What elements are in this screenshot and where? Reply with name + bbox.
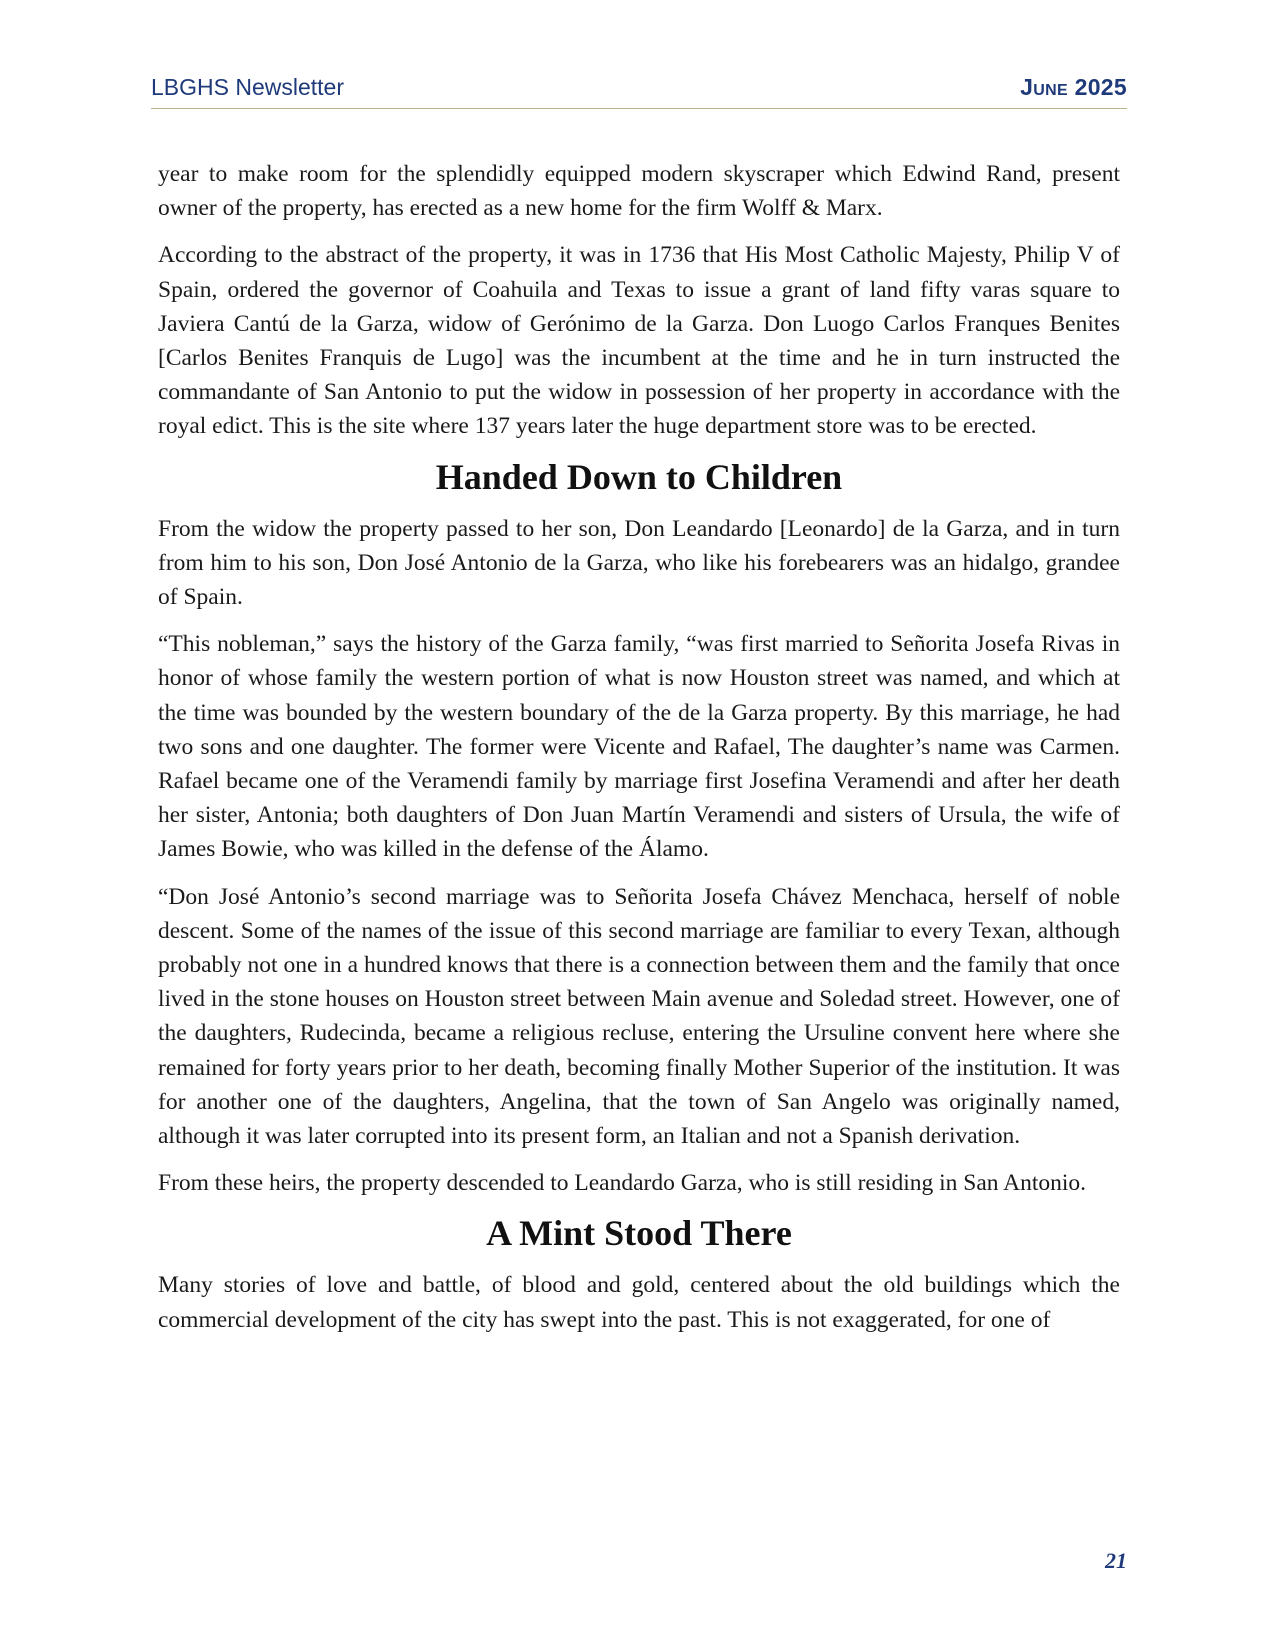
- paragraph: year to make room for the splendidly equipped modern skyscraper which Edwind Rand, present owner of the property, has erected as a new home for the firm Wolff & Marx.: [158, 161, 1120, 222]
- paragraph: “Don José Antonio’s second marriage was to Señorita Josefa Chávez Menchaca, herself of noble descent. Some of the names of the issue of this second marriage are familiar to every Texan, although probably not one in a hundred knows that there is a connection between them and the family that once lived in the stone houses on Houston street between Main avenue and Soledad street. However, one of the daughters, Rudecinda, became a religious recluse, entering the Ursuline convent here where she remained for forty years prior to her death, becoming finally Mother Superior of the institution. It was for another one of the daughters, Angelina, that the town of San Angelo was originally named, although it was later corrupted into its present form, an Italian and not a Spanish derivation.: [158, 883, 1120, 1150]
- newsletter-title: LBGHS Newsletter: [151, 74, 345, 100]
- newsletter-header: [151, 72, 1127, 109]
- paragraph: From these heirs, the property descended to Leandardo Garza, who is still residing in San Antonio.: [158, 1170, 1087, 1197]
- paragraph: “This nobleman,” says the history of the Garza family, “was first married to Señorita Josefa Rivas in honor of whose family the western portion of what is now Houston street was named, and which at the time was bounded by the western boundary of the de la Garza property. By this marriage, he had two sons and one daughter. The former were Vicente and Rafael, The daughter’s name was Carmen. Rafael became one of the Veramendi family by marriage first Josefina Veramendi and after her death her sister, Antonia; both daughters of Don Juan Martín Veramendi and sisters of Ursula, the wife of James Bowie, who was killed in the defense of the Álamo.: [158, 631, 1120, 863]
- section-heading-mint: A Mint Stood There: [486, 1213, 792, 1254]
- paragraph: Many stories of love and battle, of blood and gold, centered about the old buildings which the commercial development of the city has swept into the past. This is not exaggerated, for one of: [158, 1272, 1120, 1333]
- issue-date: June 2025: [1020, 74, 1127, 100]
- article-body: [158, 157, 1120, 1350]
- section-heading-handed-down: Handed Down to Children: [435, 456, 843, 497]
- paragraph: According to the abstract of the property, it was in 1736 that His Most Catholic Majesty, Philip V of Spain, ordered the governor of Coahuila and Texas to issue a grant of land fifty varas square to Javiera Cantú de la Garza, widow of Gerónimo de la Garza. Don Luogo Carlos Franques Benites [Carlos Benites Franquis de Lugo] was the incumbent at the time and he in turn instructed the commandante of San Antonio to put the widow in possession of her property in accordance with the royal edict. This is the site where 137 years later the huge department store was to be erected.: [158, 242, 1120, 440]
- paragraph: From the widow the property passed to her son, Don Leandardo [Leonardo] de la Garza, and in turn from him to his son, Don José Antonio de la Garza, who like his forebearers was an hidalgo, grandee of Spain.: [158, 515, 1120, 611]
- page-number: 21: [1105, 1548, 1127, 1573]
